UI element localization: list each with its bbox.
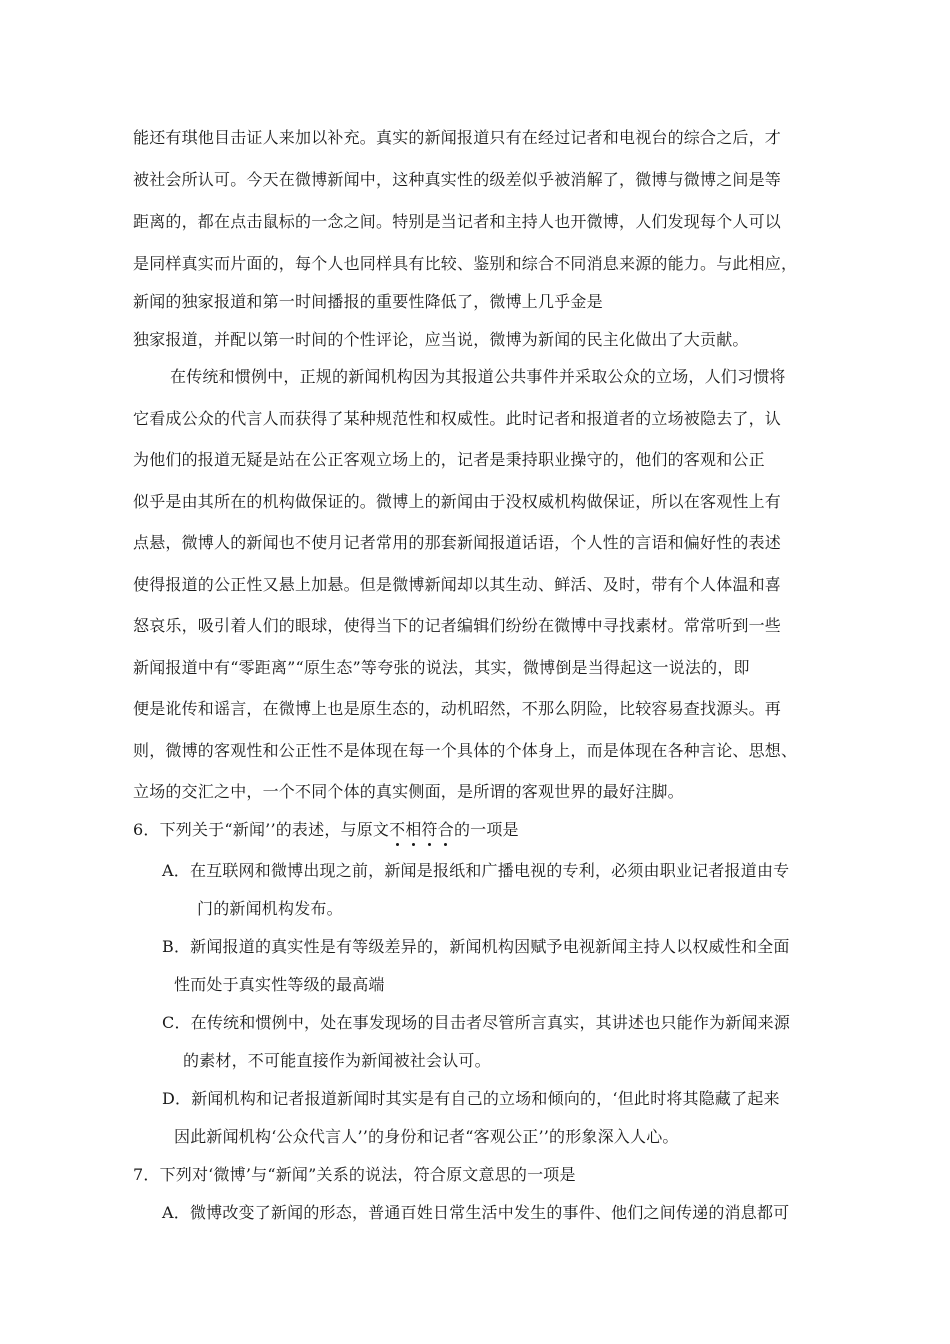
- text-line: 是同样真实而片面的，每个人也同样具有比较、鉴别和综合不同消息来源的能力。与此相应，: [133, 254, 798, 273]
- text-line: 新闻报道中有“零距离”“原生态”等夸张的说法，其实，微博倒是当得起这一说法的，即: [133, 658, 750, 677]
- option-line: B．新闻报道的真实性是有等级差异的，新闻机构因赋予电视新闻主持人以权威性和全面: [162, 937, 790, 956]
- text-line: 独家报道，并配以第一时间的个性评论，应当说，微博为新闻的民主化做出了大贡献。: [133, 330, 749, 349]
- text-line: 在传统和惯例中，正规的新闻机构因为其报道公共事件并采取公众的立场，人们习惯将: [170, 367, 786, 386]
- option-line: A．在互联网和微博出现之前，新闻是报纸和广播电视的专利，必须由职业记者报道由专: [162, 861, 790, 880]
- emphasis-char: 相: [405, 820, 422, 839]
- text-line: 立场的交汇之中，一个不同个体的真实侧面，是所谓的客观世界的最好注脚。: [133, 782, 684, 801]
- text-line: 便是讹传和谣言，在微博上也是原生态的，动机昭然，不那么阴险，比较容易查找源头。再: [133, 699, 782, 718]
- text-line: 为他们的报道无疑是站在公正客观立场上的，记者是秉持职业操守的，他们的客观和公正: [133, 450, 765, 469]
- option-line: 门的新闻机构发布。: [197, 899, 343, 918]
- text-line: 能还有琪他目击证人来加以补充。真实的新闻报道只有在经过记者和电视台的综合之后，才: [133, 128, 782, 147]
- option-line: 的素材，不可能直接作为新闻被社会认可。: [183, 1051, 491, 1070]
- text-line: 怒哀乐，吸引着人们的眼球，使得当下的记者编辑们纷纷在微博中寻找素材。常常听到一些: [133, 616, 782, 635]
- text-line: 点悬，微博人的新闻也不使月记者常用的那套新闻报道话语，个人性的言语和偏好性的表述: [133, 533, 782, 552]
- option-line: 因此新闻机构‘公众代言人’’的身份和记者“客观公正’’的形象深入人心。: [174, 1127, 679, 1146]
- text-line: 似乎是由其所在的机构做保证的。微博上的新闻由于没权威机构做保证，所以在客观性上有: [133, 492, 782, 511]
- option-line: A．微博改变了新闻的形态，普通百姓日常生活中发生的事件、他们之间传递的消息都可: [162, 1203, 790, 1222]
- option-line: C．在传统和惯例中，处在事发现场的目击者尽管所言真实，其讲述也只能作为新闻来源: [162, 1013, 791, 1032]
- emphasis-char: 不: [389, 820, 406, 839]
- text-line: 新闻的独家报道和第一时间播报的重要性降低了，微博上几乎金是: [133, 292, 603, 311]
- question-stem: 7．下列对‘微博’与“新闻”关系的说法，符合原文意思的一项是: [133, 1165, 576, 1184]
- text-line: 它看成公众的代言人而获得了某种规范性和权威性。此时记者和报道者的立场被隐去了，认: [133, 409, 782, 428]
- stem-prefix: 6．下列关于“新闻’’的表述，与原文: [133, 820, 390, 839]
- stem-suffix: 的一项是: [453, 820, 519, 839]
- emphasis-char: 合: [437, 820, 454, 839]
- question-stem: [133, 820, 519, 840]
- emphasis-char: 符: [421, 820, 438, 839]
- text-line: 距离的，都在点击鼠标的一念之间。特别是当记者和主持人也开微博，人们发现每个人可以: [133, 212, 782, 231]
- text-line: 使得报道的公正性又悬上加悬。但是微博新闻却以其生动、鲜活、及时，带有个人体温和喜: [133, 575, 782, 594]
- text-line: 被社会所认可。今天在微博新闻中，这种真实性的级差似乎被消解了，微博与微博之间是等: [133, 170, 782, 189]
- option-line: 性而处于真实性等级的最高端: [174, 975, 385, 994]
- option-line: D．新闻机构和记者报道新闻时其实是有自己的立场和倾向的，‘但此时将其隐藏了起来: [162, 1089, 780, 1108]
- text-line: 则，微博的客观性和公正性不是体现在每一个具体的个体身上，而是体现在各种言论、思想、: [133, 741, 798, 760]
